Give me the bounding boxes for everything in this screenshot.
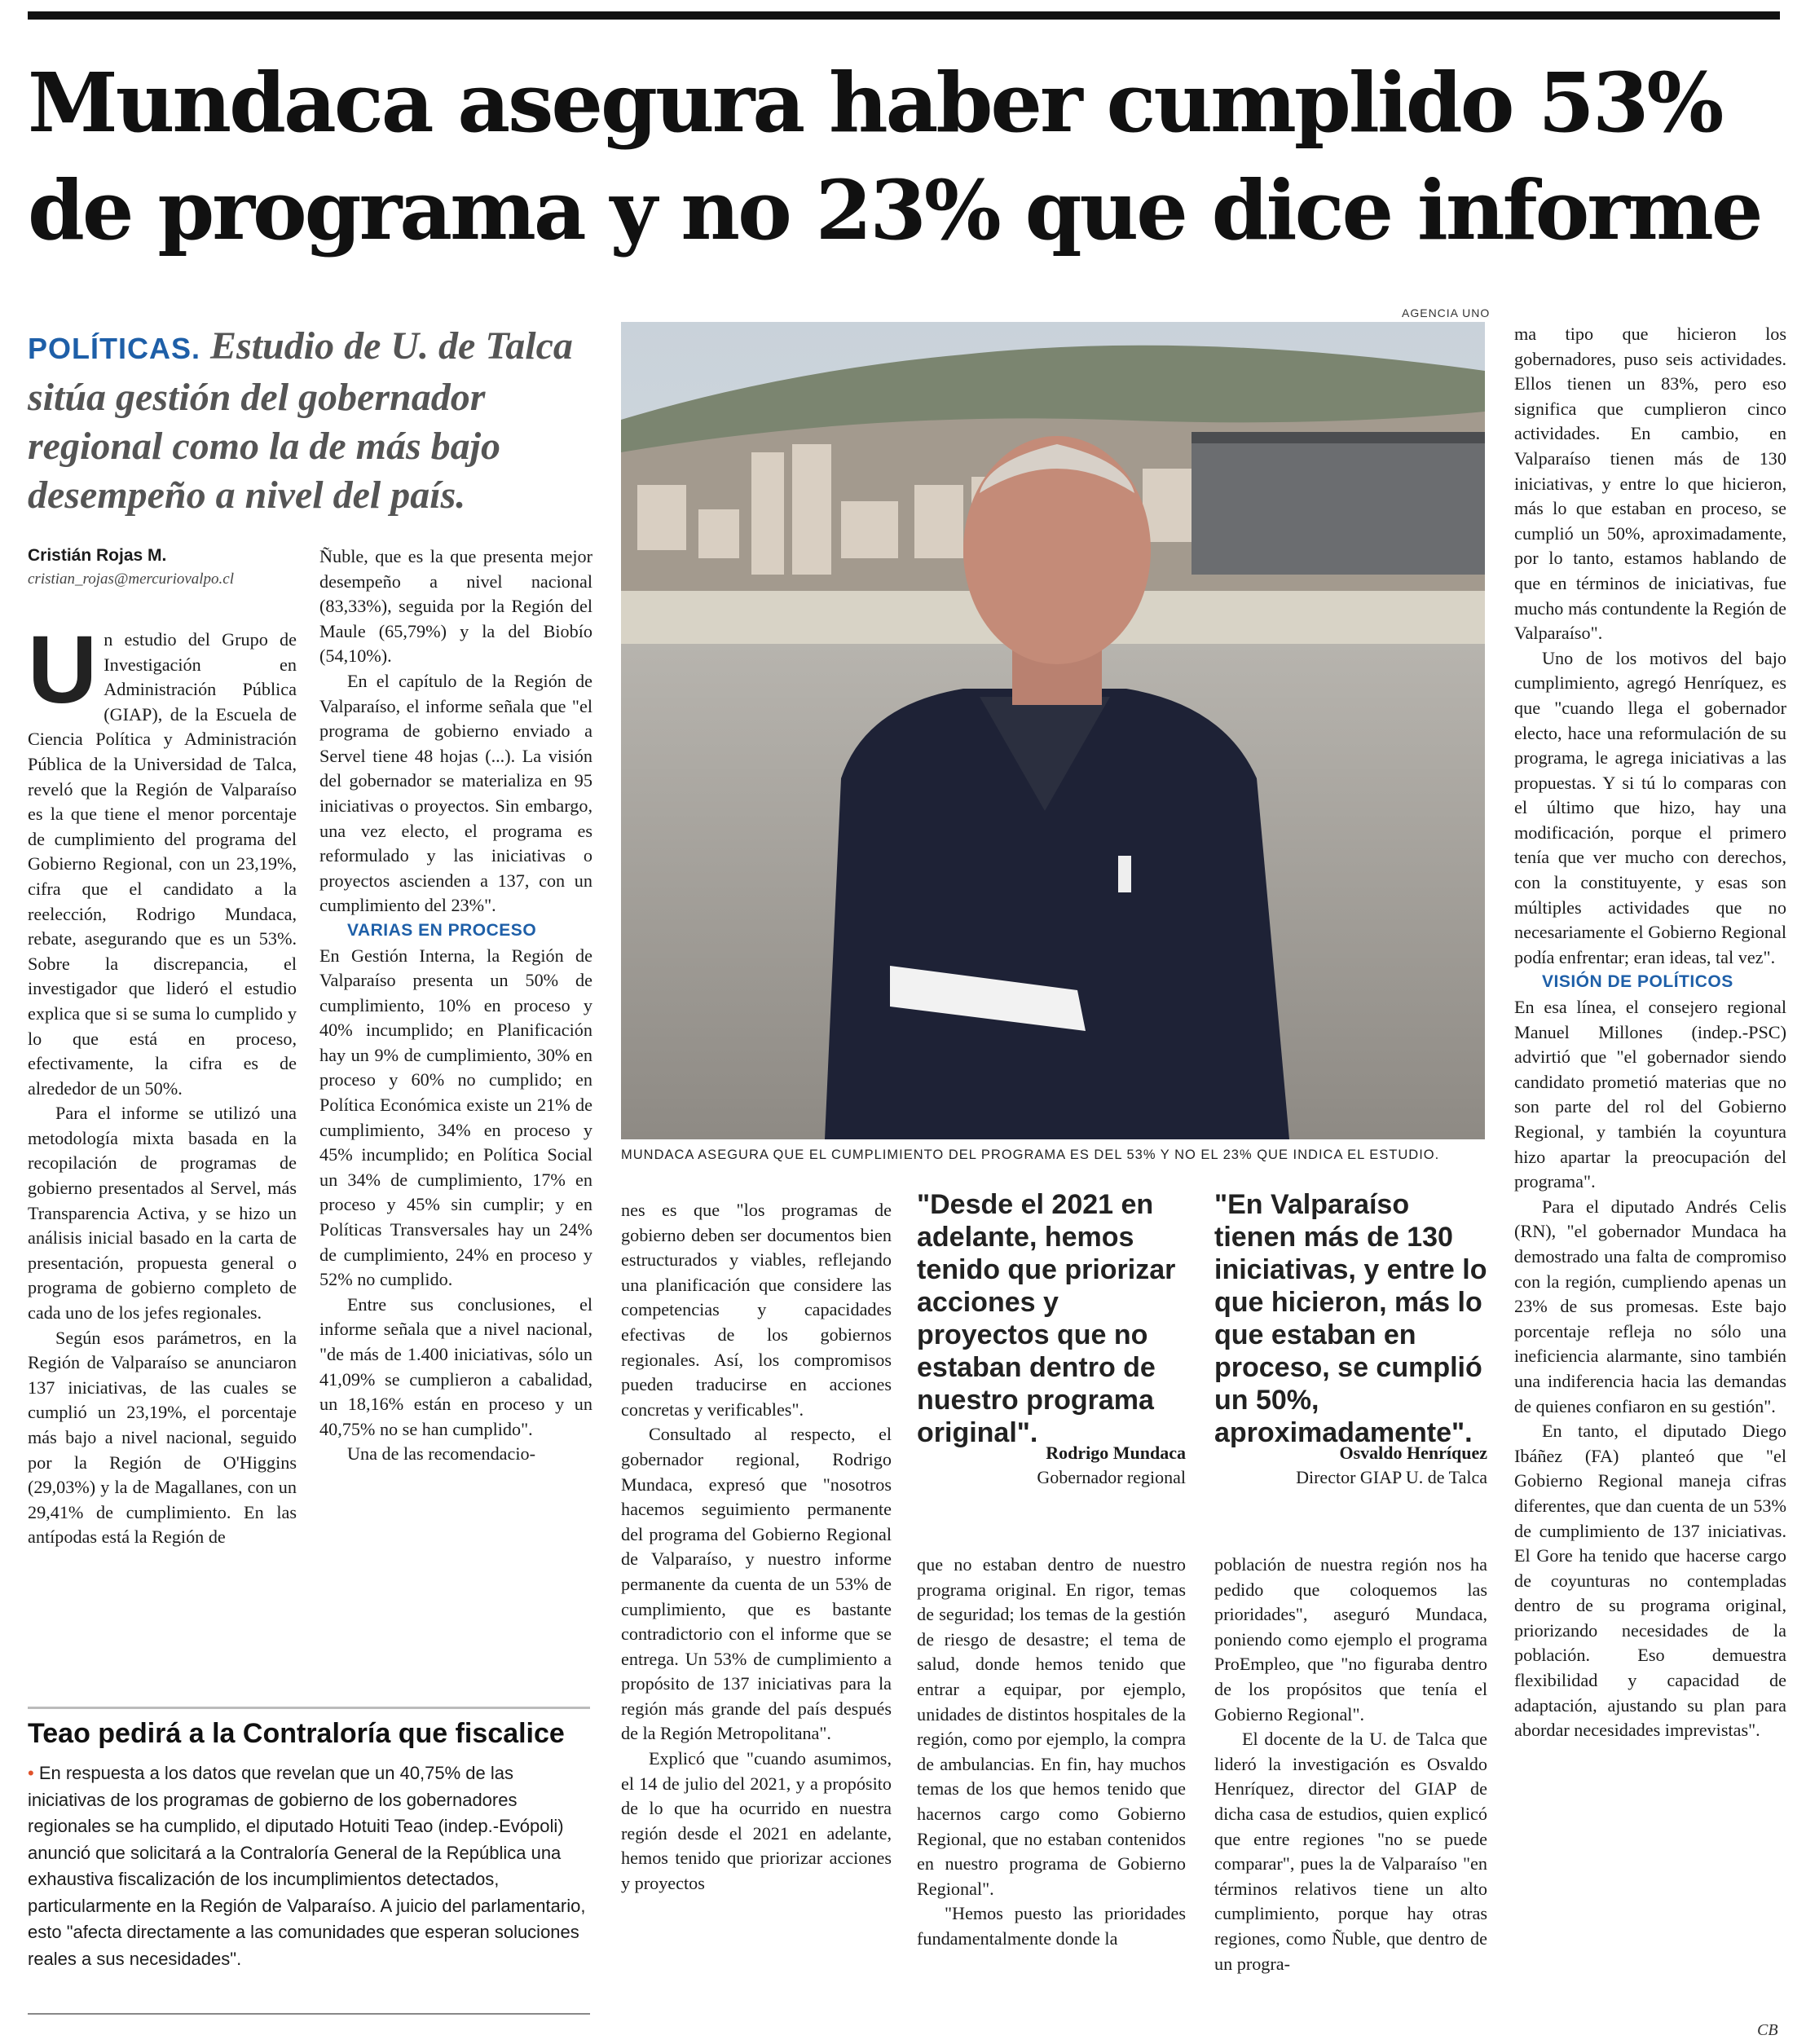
sidebar-body: En respuesta a los datos que revelan que un 40,75% de las iniciativas de los programas de gobierno de los gobernadores regionales se ha cumplido, el diputado Hotuiti Teao (indep.-Evópoli) anunció que solicitará a la Contraloría General de la República una exhaustiva fiscalización de los incumplimientos detectados, particularmente en la Región de Valparaíso. A juicio del parlamentario, esto "afecta directamente a las comunidades que esperan soluciones reales a sus necesidades". [28, 1763, 586, 1969]
paragraph: En esa línea, el consejero regional Manuel Millones (indep.-PSC) advirtió que "el gobernador siendo candidato prometió materias que no son parte del rol del Gobierno Regional, y también la coyuntura hizo apartar la preocupación del programa". [1514, 997, 1786, 1192]
paragraph: El docente de la U. de Talca que lideró la investigación es Osvaldo Henríquez, director del GIAP de dicha casa de estudios, quien explicó que entre regiones "no se puede comparar", pues la de Valparaíso "en términos relativos tiene un alto cumplimiento, porque hay otras regiones, como Ñuble, que dentro de un progra- [1214, 1729, 1487, 1974]
quote-author-role: Gobernador regional [1037, 1467, 1186, 1487]
paragraph: n estudio del Grupo de Investigación en Administración Pública (GIAP), de la Escuela de Ciencia Política y Administración Pública de la Universidad de Talca, reveló que la Región de Valparaíso es la que tiene el menor porcentaje de cumplimiento del programa del Gobierno Regional, con un 23,19%, cifra que el candidato a la reelección, Rodrigo Mundaca, rebate, asegurando que es un 53%. Sobre la discrepancia, el investigador que lideró el estudio explica que si se suma lo cumplido y lo que está en proceso, efectivamente, la cifra es de alrededor de un 50%. [28, 629, 297, 1099]
sidebar-top-rule [28, 1707, 590, 1709]
paragraph: Ñuble, que es la que presenta mejor desempeño a nivel nacional (83,33%), seguida por la Región del Maule (65,79%) y la del Biobío (54,10%). [319, 546, 592, 667]
sidebar-bottom-rule [28, 2013, 590, 2015]
photo-mundaca [621, 322, 1485, 1139]
kicker-text: Estudio de U. de Talca sitúa gestión del gobernador regional como la de más bajo desempeño a nivel del país. [28, 324, 573, 517]
photo-credit: AGENCIA UNO [1402, 306, 1491, 319]
bullet-icon: • [28, 1763, 34, 1783]
kicker [28, 322, 582, 520]
article-column-3 [621, 1198, 892, 1896]
pull-quote-henriquez: "En Valparaíso tienen más de 130 iniciativas, y entre lo que hicieron, más lo que estaban en proceso, se cumplió un 50%, aproximadamente". [1214, 1189, 1487, 1448]
paragraph: En el capítulo de la Región de Valparaíso, el informe señala que "el programa de gobierno enviado a Servel tiene 48 hojas (...). La visión del gobernador se materializa en 95 iniciativas o proyectos. Sin embargo, una vez electo, el programa es reformulado y las iniciativas o proyectos ascienden a 137, con un cumplimiento del 23%". [319, 670, 592, 916]
paragraph: Una de las recomendacio- [347, 1443, 536, 1465]
paragraph: Para el diputado Andrés Celis (RN), "el gobernador Mundaca ha demostrado una falta de compromiso con la región, cumpliendo apenas un 23% de sus promesas. Este bajo porcentaje refleja no sólo una ineficiencia alarmante, sino también una indiferencia hacia las demandas de quienes confiaron en su gestión". [1514, 1196, 1786, 1416]
paragraph: En tanto, el diputado Diego Ibáñez (FA) planteó que "el Gobierno Regional maneja cifras diferentes, que dan cuenta de un 53% de cumplimiento de 137 iniciativas. El Gore ha tenido que hacerse cargo de coyunturas no contempladas dentro de su programa original, priorizando necesidades de la población. Eso demuestra flexibilidad y capacidad de adaptación, ajustando su plan para abordar necesidades imprevistas". [1514, 1421, 1786, 1741]
editor-signature: CB [1757, 2021, 1778, 2039]
pull-quote-attribution [917, 1441, 1186, 1490]
sidebar-title: Teao pedirá a la Contraloría que fiscalice [28, 1718, 565, 1749]
headline-line-2: de programa y no 23% que dice informe [28, 162, 1761, 258]
paragraph: población de nuestra región nos ha pedido que coloquemos las prioridades", aseguró Mundaca, poniendo como ejemplo el programa ProEmpleo, que "no figuraba dentro de los propósitos que tenía el Gobierno Regional". [1214, 1554, 1487, 1725]
quote-author-role: Director GIAP U. de Talca [1296, 1467, 1487, 1487]
photo-illustration [621, 322, 1485, 1139]
top-rule [28, 11, 1780, 20]
article-column-1 [28, 616, 297, 1550]
headline-line-1: Mundaca asegura haber cumplido 53% [28, 55, 1722, 151]
paragraph: que no estaban dentro de nuestro programa original. En rigor, temas de seguridad; los temas de la gestión de riesgo de desastre; el tema de salud, donde hemos tenido que entrar a equipar, por ejemplo, unidades de distintos hospitales de la región, como por ejemplo, la compra de ambulancias. En fin, hay muchos temas de los que hemos tenido que hacernos cargo como Gobierno Regional, que no estaban contenidos en nuestro programa de Gobierno Regional". [917, 1554, 1186, 1899]
paragraph: Consultado al respecto, el gobernador regional, Rodrigo Mundaca, expresó que "nosotros hacemos seguimiento permanente del programa del Gobierno Regional de Valparaíso, y nuestro informe permanente da cuenta de un 53% de cumplimiento, que es bastante contradictorio con el informe que se entrega. Un 53% de cumplimiento a propósito de 137 iniciativas para la región más grande del país después de la Región Metropolitana". [621, 1424, 892, 1744]
paragraph: En Gestión Interna, la Región de Valparaíso presenta un 50% de cumplimiento, 10% en proceso y 40% incumplido; en Planificación hay un 9% de cumplimiento, 30% en proceso y 60% no cumplido; en Política Económica existe un 21% de cumplimiento, 34% en proceso y 45% incumplido; en Política Social un 34% de cumplimiento, 17% en proceso y 45% sin cumplir; y en Políticas Transversales hay un 24% de cumplimiento, 24% en proceso y 52% no cumplido. [319, 945, 592, 1290]
paragraph: ma tipo que hicieron los gobernadores, puso seis actividades. Ellos tienen un 83%, pero eso significa que cumplieron cinco actividades. En cambio, en Valparaíso tienen más de 130 iniciativas, y entre lo que hicieron, más lo que estaban en proceso, se cumplió un 50%, aproximadamente, por lo tanto, estamos hablando de que en términos de iniciativas, fue mucho más contundente la Región de Valparaíso". [1514, 324, 1786, 644]
paragraph: nes es que "los programas de gobierno deben ser documentos bien estructurados y viables, reflejando una planificación que considere las competencias y capacidades efectivas de los gobiernos regionales. Así, los compromisos pueden traducirse en acciones concretas y verificables". [621, 1200, 892, 1420]
subhead-vision-de-politicos: VISIÓN DE POLÍTICOS [1542, 972, 1733, 992]
byline [28, 546, 305, 588]
paragraph: "Hemos puesto las prioridades fundamentalmente donde la [917, 1903, 1186, 1949]
pull-quote-attribution [1214, 1441, 1487, 1490]
article-column-6 [1514, 322, 1786, 1743]
paragraph: Según esos parámetros, en la Región de Valparaíso se anunciaron 137 iniciativas, de las cuales se cumplió un 23,19%, el porcentaje más bajo a nivel nacional, seguido por la Región de O'Higgins (29,03%) y la de Magallanes, con un 29,41% de cumplimiento. En las antípodas está la Región de [28, 1327, 297, 1548]
paragraph: Entre sus conclusiones, el informe señala que a nivel nacional, "de más de 1.400 iniciativas, sólo un 41,09% se cumplieron a cabalidad, un 18,16% están en proceso y un 40,75% no se han cumplido". [319, 1293, 592, 1439]
drop-cap: U [28, 616, 98, 724]
sidebar-text [28, 1760, 590, 1972]
subhead-varias-en-proceso: VARIAS EN PROCESO [347, 920, 537, 940]
paragraph: Uno de los motivos del bajo cumplimiento, agregó Henríquez, es que "cuando llega el gobernador electo, hace una reformulación de su programa, le agrega iniciativas a las propuestas. Y si tú lo comparas con el último que hizo, hay una modificación, porque el primero tenía que ver mucho con derechos, con la constituyente, y esas son múltiples actividades que no necesariamente el Gobierno Regional podía enfrentar; eran ideas, tal vez". [1514, 647, 1786, 967]
article-column-4 [917, 1553, 1186, 1952]
photo-caption: MUNDACA ASEGURA QUE EL CUMPLIMIENTO DEL PROGRAMA ES DEL 53% Y NO EL 23% QUE INDICA EL ESTUDIO. [621, 1148, 1440, 1162]
quote-author-name: Rodrigo Mundaca [1046, 1443, 1186, 1463]
quote-author-name: Osvaldo Henríquez [1339, 1443, 1487, 1463]
headline [28, 49, 1788, 264]
article-column-5 [1214, 1553, 1487, 1976]
paragraph: Explicó que "cuando asumimos, el 14 de julio del 2021, y a propósito de lo que ha ocurrido en nuestra región desde el 2021 en adelante, hemos tenido que priorizar acciones y proyectos [621, 1748, 892, 1894]
pull-quote-mundaca: "Desde el 2021 en adelante, hemos tenido que priorizar acciones y proyectos que no estaban dentro de nuestro programa original". [917, 1189, 1176, 1448]
article-column-2 [319, 544, 592, 1467]
paragraph: Para el informe se utilizó una metodología mixta basada en la recopilación de programas de gobierno presentados al Servel, más Transparencia Activa, y se hizo un análisis inicial basado en la carta de presentación, propuesta general o programa de gobierno completo de cada uno de los jefes regionales. [28, 1103, 297, 1324]
author-email: cristian_rojas@mercuriovalpo.cl [28, 570, 235, 588]
author-name: Cristián Rojas M. [28, 546, 167, 565]
section-tag: POLÍTICAS. [28, 332, 201, 365]
